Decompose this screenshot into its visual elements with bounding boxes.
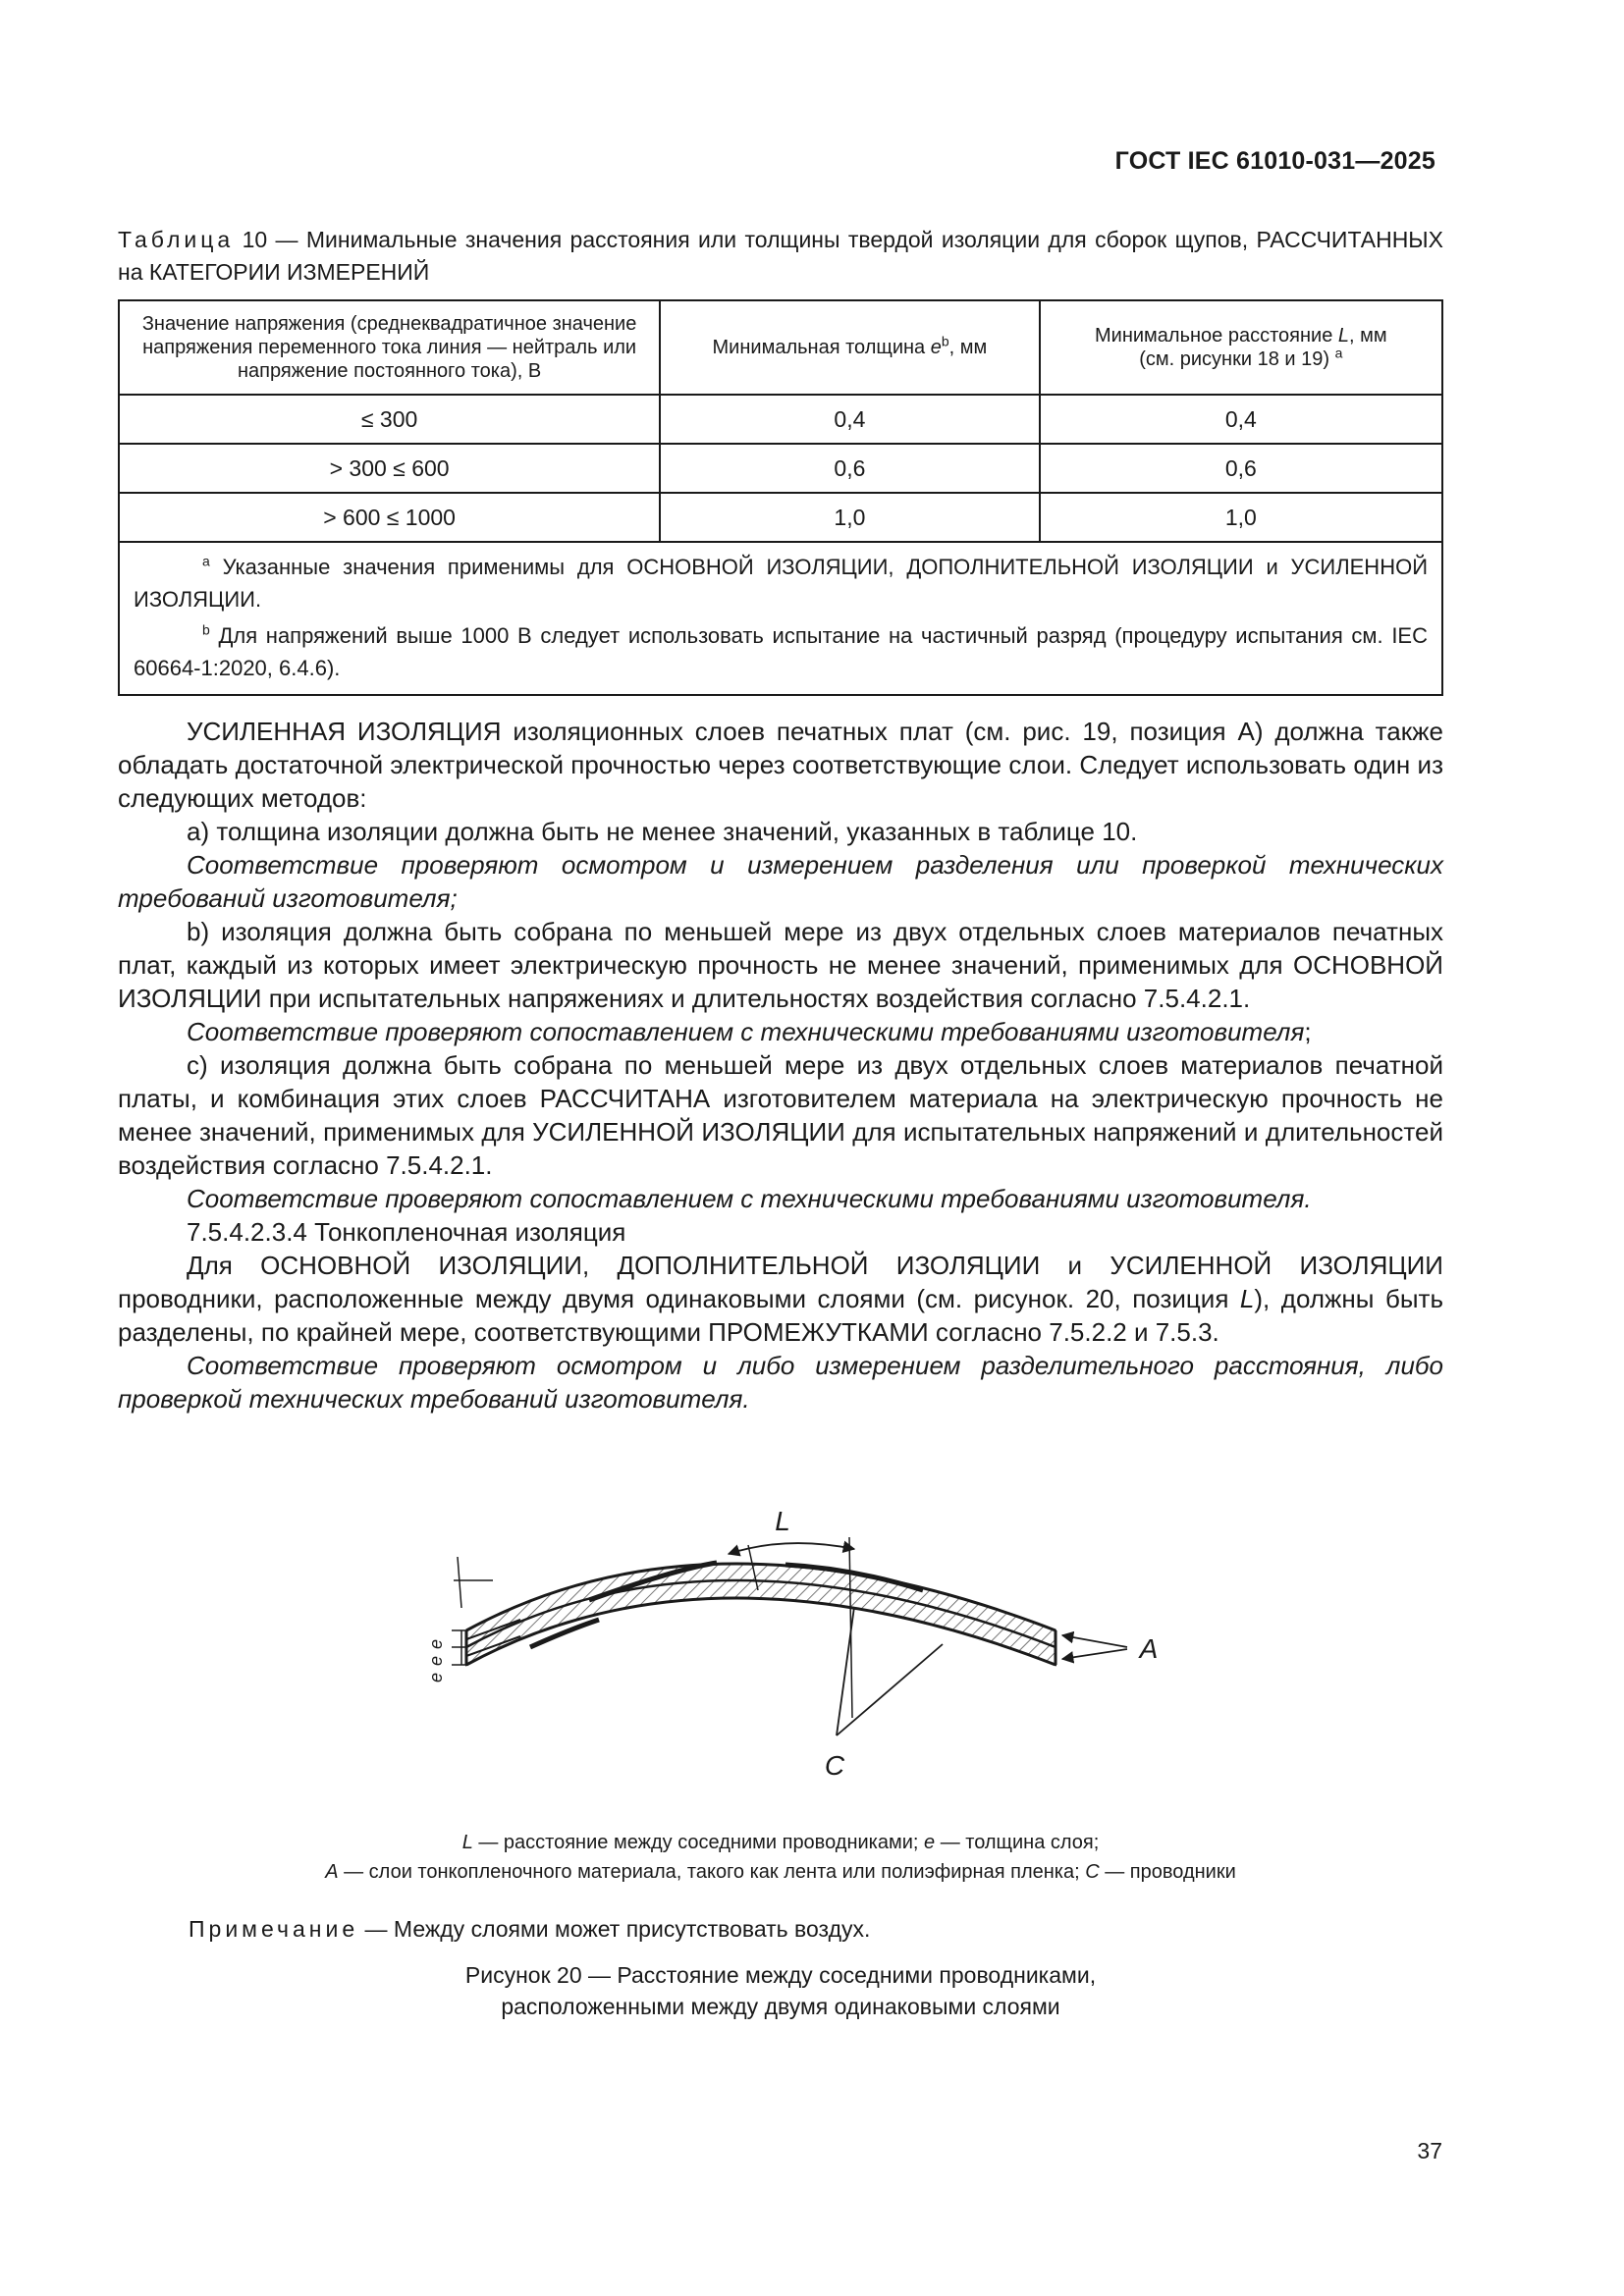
standard-header: ГОСТ IEC 61010-031—2025 (1114, 147, 1435, 175)
figure-caption-line: Рисунок 20 — Расстояние между соседними проводниками, (464, 1962, 1097, 1988)
header-distance-text: Минимальное расстояние (1094, 325, 1338, 347)
cell-thickness: 1,0 (660, 493, 1039, 542)
header-distance-sup: a (1334, 345, 1343, 361)
note-text: Указанные значения применимы для ОСНОВНОЙ ИЗОЛЯЦИИ, ДОПОЛНИТЕЛЬНОЙ ИЗОЛЯЦИИ и УСИЛЕННОЙ ИЗОЛЯЦИИ. (134, 555, 1428, 612)
section-heading: 7.5.4.2.3.4 Тонкопленочная изоляция (187, 1217, 626, 1247)
label-A: A (1139, 1633, 1159, 1664)
paragraph-compliance (118, 1015, 1443, 1048)
header-distance (1040, 300, 1442, 395)
table-note-b (134, 619, 1428, 684)
table-header-row (119, 300, 1442, 395)
note-label: Примечание (189, 1916, 359, 1942)
figure-legend (118, 1828, 1443, 1887)
note-text: — Между слоями может присутствовать воздух. (358, 1916, 871, 1942)
pointer-arrow (1062, 1649, 1127, 1659)
label-e: e (426, 1655, 446, 1667)
legend-var: C (1085, 1861, 1100, 1883)
paragraph-var: L (1239, 1284, 1255, 1313)
figure-note (189, 1916, 870, 1943)
legend-text: — расстояние между соседними проводниками; (472, 1832, 925, 1853)
table-row (119, 395, 1442, 444)
header-distance-ref: (см. рисунки 18 и 19) (1139, 348, 1335, 370)
compliance-punct: ; (1304, 1017, 1312, 1046)
body-text (118, 715, 1443, 1415)
table-notes-row (119, 542, 1442, 695)
label-L: L (775, 1506, 790, 1536)
legend-var: L (461, 1832, 473, 1853)
paragraph (118, 1249, 1443, 1349)
legend-line-1 (118, 1828, 1443, 1857)
insulation-table (118, 299, 1443, 696)
legend-text: — толщина слоя; (935, 1832, 1100, 1853)
table-notes (119, 542, 1442, 695)
paragraph: a) толщина изоляции должна быть не менее значений, указанных в таблице 10. (187, 817, 1138, 846)
header-thickness-unit: , мм (948, 337, 988, 358)
legend-var: A (325, 1861, 339, 1883)
header-thickness (660, 300, 1039, 395)
table-row (119, 444, 1442, 493)
note-marker: a (202, 553, 210, 569)
paragraph: b) изоляция должна быть собрана по меньшей мере из двух отдельных слоев материалов печатных плат, каждый из которых имеет электрическую прочность не менее значений, применимых для ОСНОВНОЙ ИЗОЛЯЦИИ при испытательных напряжениях и длительностях воздействия согласно 7.5.4.2.1. (118, 917, 1443, 1013)
note-text: Для напряжений выше 1000 В следует использовать испытание на частичный разряд (процедуру испытания см. IEC 60664-1:2020, 6.4.6). (134, 623, 1428, 680)
label-e: e (426, 1638, 446, 1650)
table-note-a (134, 551, 1428, 615)
header-thickness-sup: b (941, 333, 949, 349)
pointer-arrow (1062, 1635, 1127, 1647)
cell-voltage: ≤ 300 (119, 395, 660, 444)
layers-A-marker (1062, 1633, 1158, 1664)
paragraph-compliance: Соответствие проверяют осмотром и измерением разделения или проверкой технических требований изготовителя; (118, 850, 1443, 913)
header-distance-var: L (1337, 325, 1349, 347)
dim-line (458, 1557, 461, 1608)
table-caption (118, 224, 1443, 289)
cell-voltage: > 300 ≤ 600 (119, 444, 660, 493)
label-C: C (824, 1750, 845, 1781)
conductors-C-marker (825, 1607, 943, 1781)
insulation-layers (466, 1564, 1056, 1665)
header-distance-unit: , мм (1349, 325, 1387, 347)
compliance-text: Соответствие проверяют сопоставлением с техническими требованиями изготовителя (187, 1017, 1305, 1046)
table-caption-text: 10 — Минимальные значения расстояния или толщины твердой изоляции для сборок щупов, РАССЧИТАННЫХ на КАТЕГОРИИ ИЗМЕРЕНИЙ (118, 227, 1443, 285)
cell-distance: 0,6 (1040, 444, 1442, 493)
label-e: e (426, 1672, 446, 1683)
layer-stack (466, 1563, 1056, 1665)
page-number: 37 (1417, 2138, 1442, 2163)
cell-thickness: 0,4 (660, 395, 1039, 444)
cell-distance: 0,4 (1040, 395, 1442, 444)
legend-text: — проводники (1099, 1861, 1236, 1883)
distance-arrow (729, 1543, 854, 1554)
cell-thickness: 0,6 (660, 444, 1039, 493)
table-row (119, 493, 1442, 542)
paragraph-compliance: Соответствие проверяют сопоставлением с техническими требованиями изготовителя. (187, 1184, 1312, 1213)
note-marker: b (202, 621, 210, 638)
cell-voltage: > 600 ≤ 1000 (119, 493, 660, 542)
table-caption-label: Таблица (118, 227, 235, 252)
figure-caption (118, 1959, 1443, 2022)
header-thickness-var: e (930, 337, 942, 358)
paragraph-text: ), должны быть разделены, по крайней мере, соответствующими ПРОМЕЖУТКАМИ согласно 7.5.2.2 и 7.5.3. (118, 1284, 1443, 1347)
legend-line-2 (118, 1857, 1443, 1887)
cell-distance: 1,0 (1040, 493, 1442, 542)
legend-text: — слои тонкопленочного материала, такого как лента или полиэфирная пленка; (338, 1861, 1086, 1883)
paragraph: c) изоляция должна быть собрана по меньшей мере из двух отдельных слоев материалов печатной платы, и комбинация этих слоев РАССЧИТАНА изготовителем материала на электрическую прочность не менее значений, применимых для УСИЛЕННОЙ ИЗОЛЯЦИИ для испытательных напряжений и длительностей воздействия согласно 7.5.4.2.1. (118, 1050, 1443, 1180)
header-voltage: Значение напряжения (среднеквадратичное значение напряжения переменного тока линия — нейтраль или напряжение постоянного тока), В (119, 300, 660, 395)
paragraph-text: Для ОСНОВНОЙ ИЗОЛЯЦИИ, ДОПОЛНИТЕЛЬНОЙ ИЗОЛЯЦИИ и УСИЛЕННОЙ ИЗОЛЯЦИИ проводники, расположенные между двумя одинаковыми слоями (см. рисунок. 20, позиция (118, 1251, 1443, 1313)
header-thickness-text: Минимальная толщина (712, 337, 931, 358)
figure-20-diagram (393, 1502, 1178, 1826)
legend-var: e (924, 1832, 936, 1853)
paragraph: УСИЛЕННАЯ ИЗОЛЯЦИЯ изоляционных слоев печатных плат (см. рис. 19, позиция А) должна также обладать достаточной электрической прочностью через соответствующие слои. Следует использовать один из следующих методов: (118, 717, 1443, 813)
paragraph-compliance: Соответствие проверяют осмотром и либо измерением разделительного расстояния, либо проверкой технических требований изготовителя. (118, 1351, 1443, 1414)
figure-caption-line: расположенными между двумя одинаковыми слоями (501, 1994, 1060, 2019)
thickness-e-marker (426, 1630, 465, 1682)
